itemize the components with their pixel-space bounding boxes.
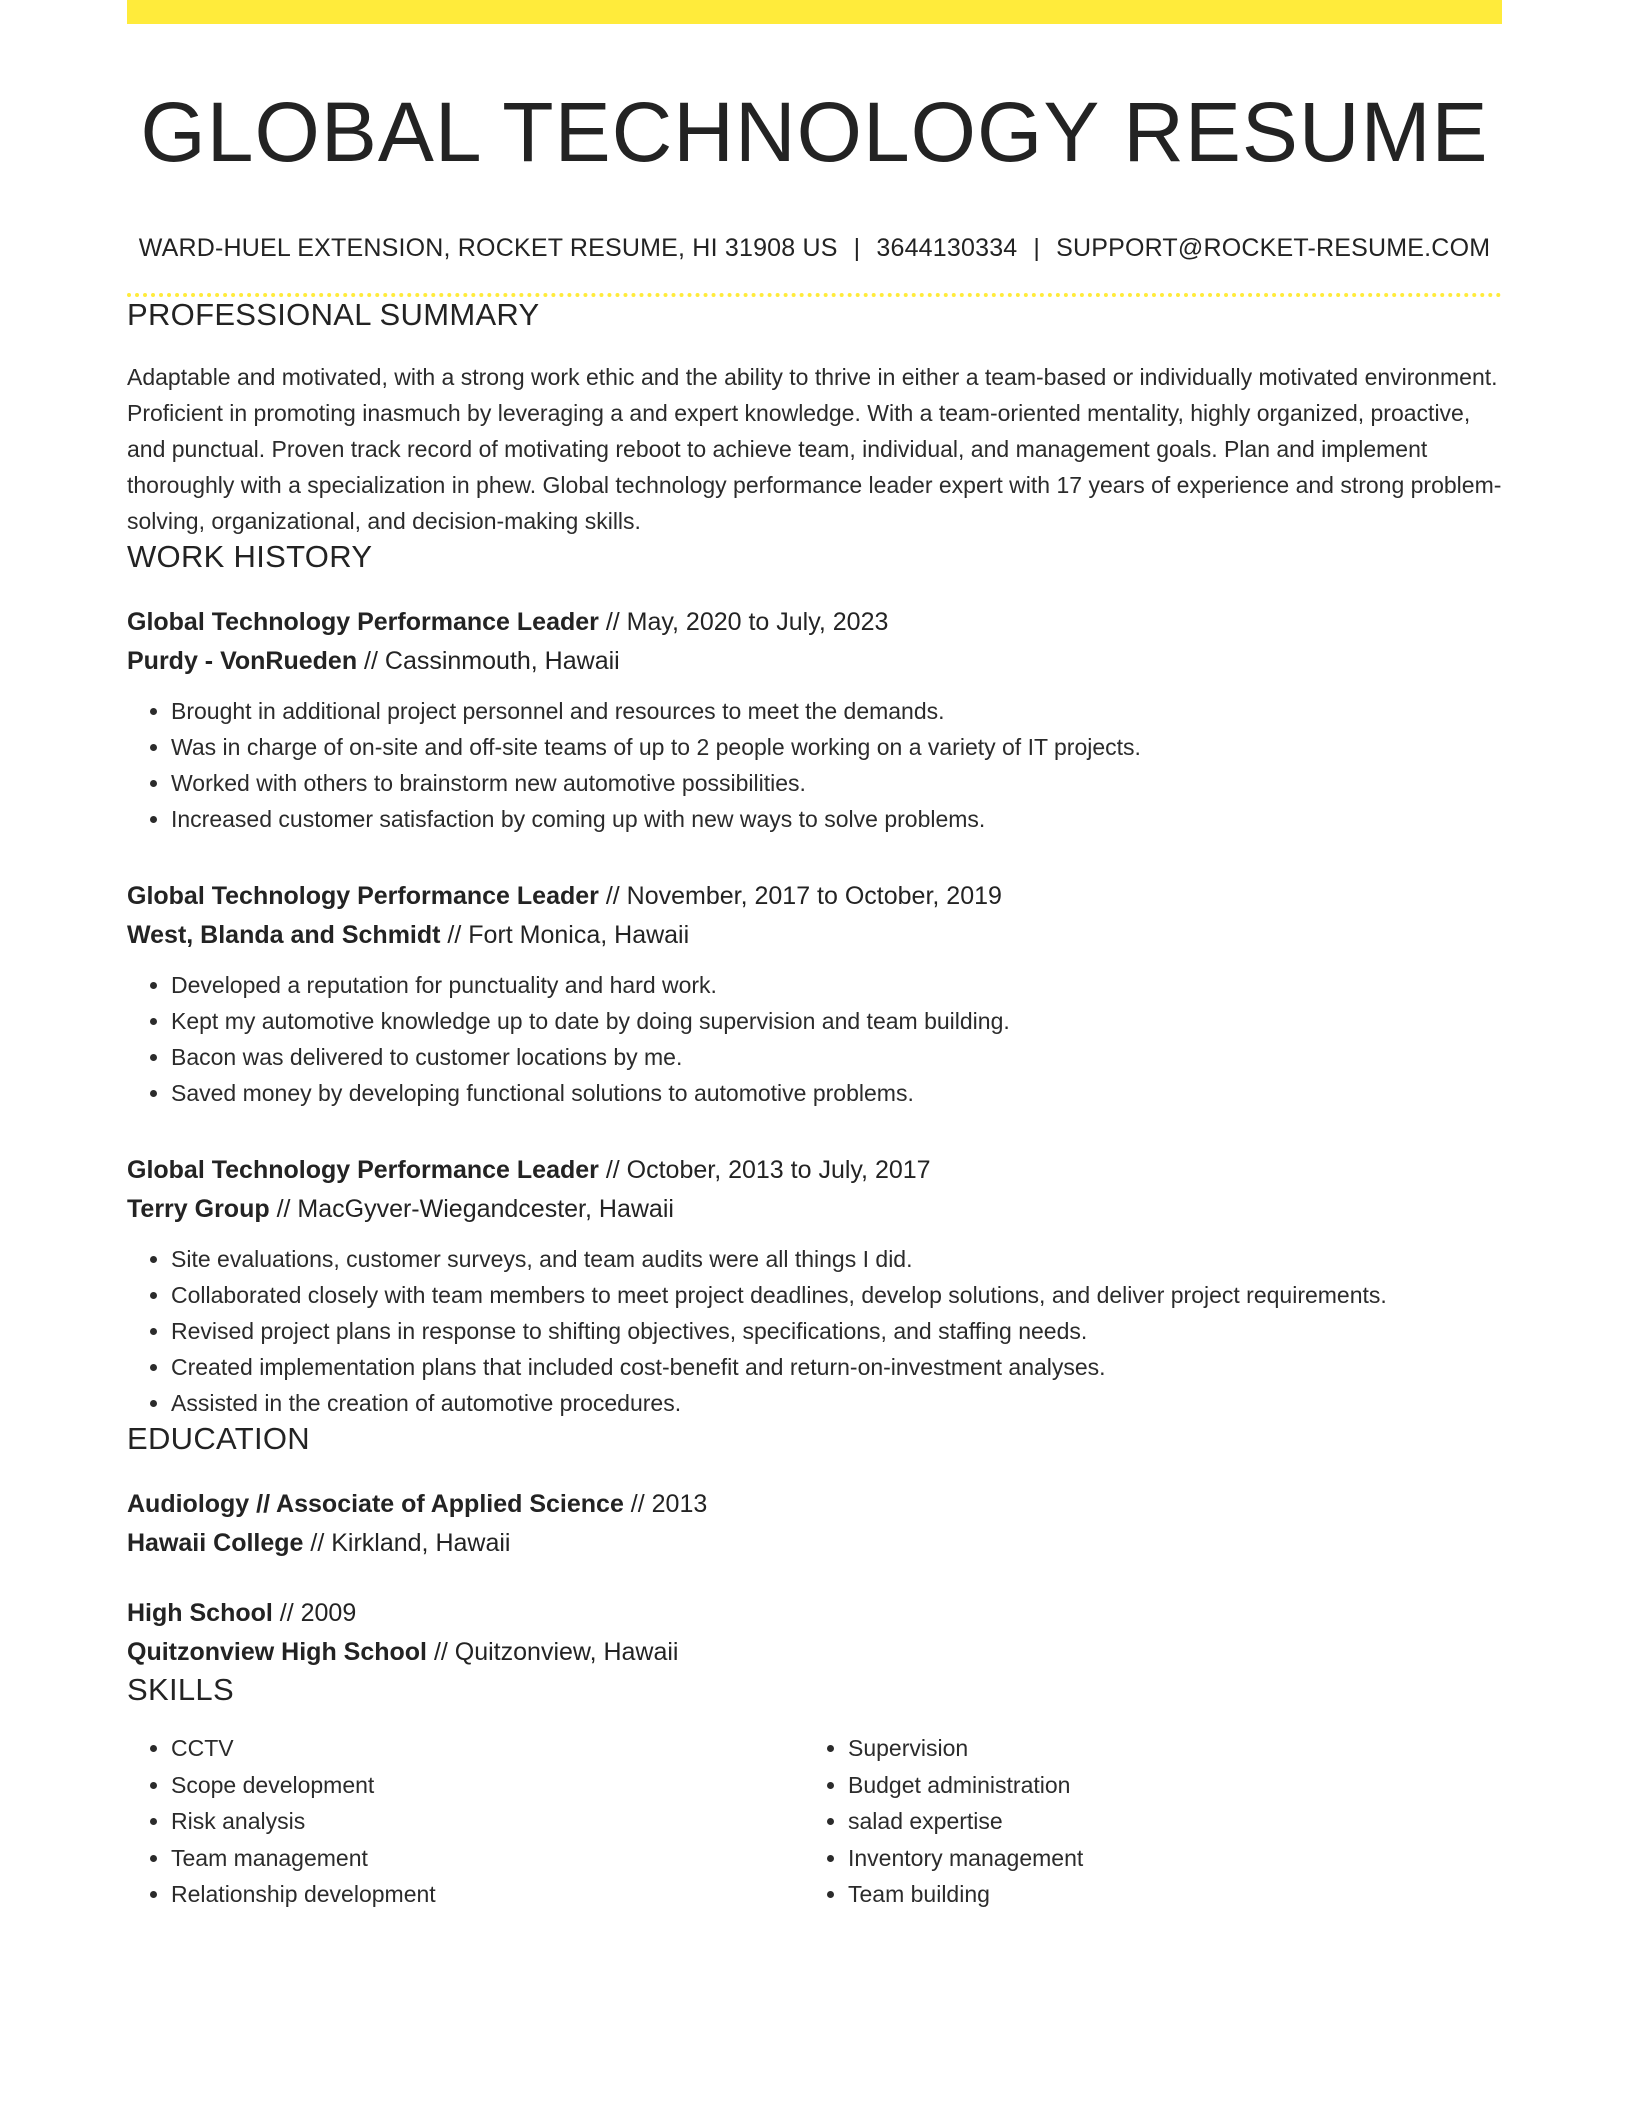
job-title: Global Technology Performance Leader <box>127 1156 599 1185</box>
summary-text: Adaptable and motivated, with a strong work ethic and the ability to thrive in either a team-based or individually motivated environment. Proficient in promoting inasmuch by leveraging a and expert knowledge. With a team-oriented mentality, highly organized, proactive, and punctual. Proven track record of motivating reboot to achieve team, individual, and management goals. Plan and implement thoroughly with a specialization in phew. Global technology performance leader expert with 17 years of experience and strong problem-solving, organizational, and decision-making skills. <box>127 364 1502 535</box>
skill-item: • CCTV <box>171 1730 804 1767</box>
education-school: Hawaii College <box>127 1529 304 1558</box>
job-bullet: • Brought in additional project personnel and resources to meet the demands. <box>171 693 1502 729</box>
education-school-line <box>127 1633 1502 1672</box>
education-year: // 2013 <box>623 1490 708 1519</box>
job-company: Terry Group <box>127 1195 270 1224</box>
job-title: Global Technology Performance Leader <box>127 882 599 911</box>
job-title-line <box>127 1151 1502 1190</box>
job-location: // Fort Monica, Hawaii <box>440 921 690 950</box>
job-dates: // May, 2020 to July, 2023 <box>598 608 889 637</box>
job-bullet: • Assisted in the creation of automotive procedures. <box>171 1385 1502 1421</box>
job-company-line <box>127 916 1502 955</box>
job-company-line <box>127 1190 1502 1229</box>
job-bullet: • Saved money by developing functional solutions to automotive problems. <box>171 1075 1502 1111</box>
skills-list-right <box>804 1730 1481 1913</box>
job-bullet: • Collaborated closely with team members to meet project deadlines, develop solutions, and deliver project requirements. <box>171 1277 1502 1313</box>
job-bullet: • Created implementation plans that included cost-benefit and return-on-investment analyses. <box>171 1349 1502 1385</box>
skill-item: • Scope development <box>171 1767 804 1804</box>
contact-phone: 3644130334 <box>876 234 1018 263</box>
education-degree-line <box>127 1485 1502 1524</box>
job-bullets <box>127 693 1502 837</box>
job-location: // MacGyver-Wiegandcester, Hawaii <box>269 1195 674 1224</box>
job-bullets <box>127 967 1502 1111</box>
job-title-line <box>127 877 1502 916</box>
job-bullets <box>127 1241 1502 1421</box>
education-location: // Quitzonview, Hawaii <box>427 1638 679 1667</box>
summary-heading: PROFESSIONAL SUMMARY <box>127 297 540 333</box>
job-company-line <box>127 642 1502 681</box>
job-bullet: • Site evaluations, customer surveys, and team audits were all things I did. <box>171 1241 1502 1277</box>
skill-item: • Team building <box>848 1876 1481 1913</box>
job-dates: // October, 2013 to July, 2017 <box>598 1156 931 1185</box>
work-history-heading: WORK HISTORY <box>127 539 373 575</box>
skill-item: • Team management <box>171 1840 804 1877</box>
job-company: Purdy - VonRueden <box>127 647 358 676</box>
education-school: Quitzonview High School <box>127 1638 427 1667</box>
education-entry <box>127 1485 1502 1563</box>
resume-page <box>127 0 1502 1913</box>
education-entry <box>127 1594 1502 1672</box>
education-year: // 2009 <box>272 1599 357 1628</box>
skill-item: • Risk analysis <box>171 1803 804 1840</box>
skills-list-left <box>127 1730 804 1913</box>
accent-top-bar <box>127 0 1502 24</box>
job-entry <box>127 603 1502 837</box>
education-school-line <box>127 1524 1502 1563</box>
education-heading: EDUCATION <box>127 1421 310 1457</box>
skill-item: • Supervision <box>848 1730 1481 1767</box>
education-degree: Audiology // Associate of Applied Science <box>127 1490 624 1519</box>
skills-heading: SKILLS <box>127 1672 234 1708</box>
education-degree-line <box>127 1594 1502 1633</box>
skill-item: • Relationship development <box>171 1876 804 1913</box>
job-bullet: • Was in charge of on-site and off-site teams of up to 2 people working on a variety of IT projects. <box>171 729 1502 765</box>
job-bullet: • Kept my automotive knowledge up to date by doing supervision and team building. <box>171 1003 1502 1039</box>
skill-item: • Inventory management <box>848 1840 1481 1877</box>
contact-email: SUPPORT@ROCKET-RESUME.COM <box>1056 234 1491 263</box>
education-degree: High School <box>127 1599 273 1628</box>
contact-separator: | <box>1033 234 1041 263</box>
job-entry <box>127 877 1502 1111</box>
education-location: // Kirkland, Hawaii <box>303 1529 511 1558</box>
job-entry <box>127 1151 1502 1421</box>
job-company: West, Blanda and Schmidt <box>127 921 441 950</box>
job-location: // Cassinmouth, Hawaii <box>357 647 620 676</box>
job-bullet: • Increased customer satisfaction by coming up with new ways to solve problems. <box>171 801 1502 837</box>
job-bullet: • Worked with others to brainstorm new automotive possibilities. <box>171 765 1502 801</box>
job-title: Global Technology Performance Leader <box>127 608 599 637</box>
resume-title: GLOBAL TECHNOLOGY RESUME <box>140 85 1489 179</box>
job-bullet: • Developed a reputation for punctuality and hard work. <box>171 967 1502 1003</box>
contact-separator: | <box>853 234 861 263</box>
job-bullet: • Revised project plans in response to shifting objectives, specifications, and staffing needs. <box>171 1313 1502 1349</box>
skill-item: • salad expertise <box>848 1803 1481 1840</box>
skills-columns <box>127 1730 1502 1913</box>
job-dates: // November, 2017 to October, 2019 <box>598 882 1002 911</box>
job-bullet: • Bacon was delivered to customer locations by me. <box>171 1039 1502 1075</box>
contact-address: WARD-HUEL EXTENSION, ROCKET RESUME, HI 31908 US <box>138 234 838 263</box>
job-title-line <box>127 603 1502 642</box>
skill-item: • Budget administration <box>848 1767 1481 1804</box>
contact-line <box>127 234 1502 263</box>
